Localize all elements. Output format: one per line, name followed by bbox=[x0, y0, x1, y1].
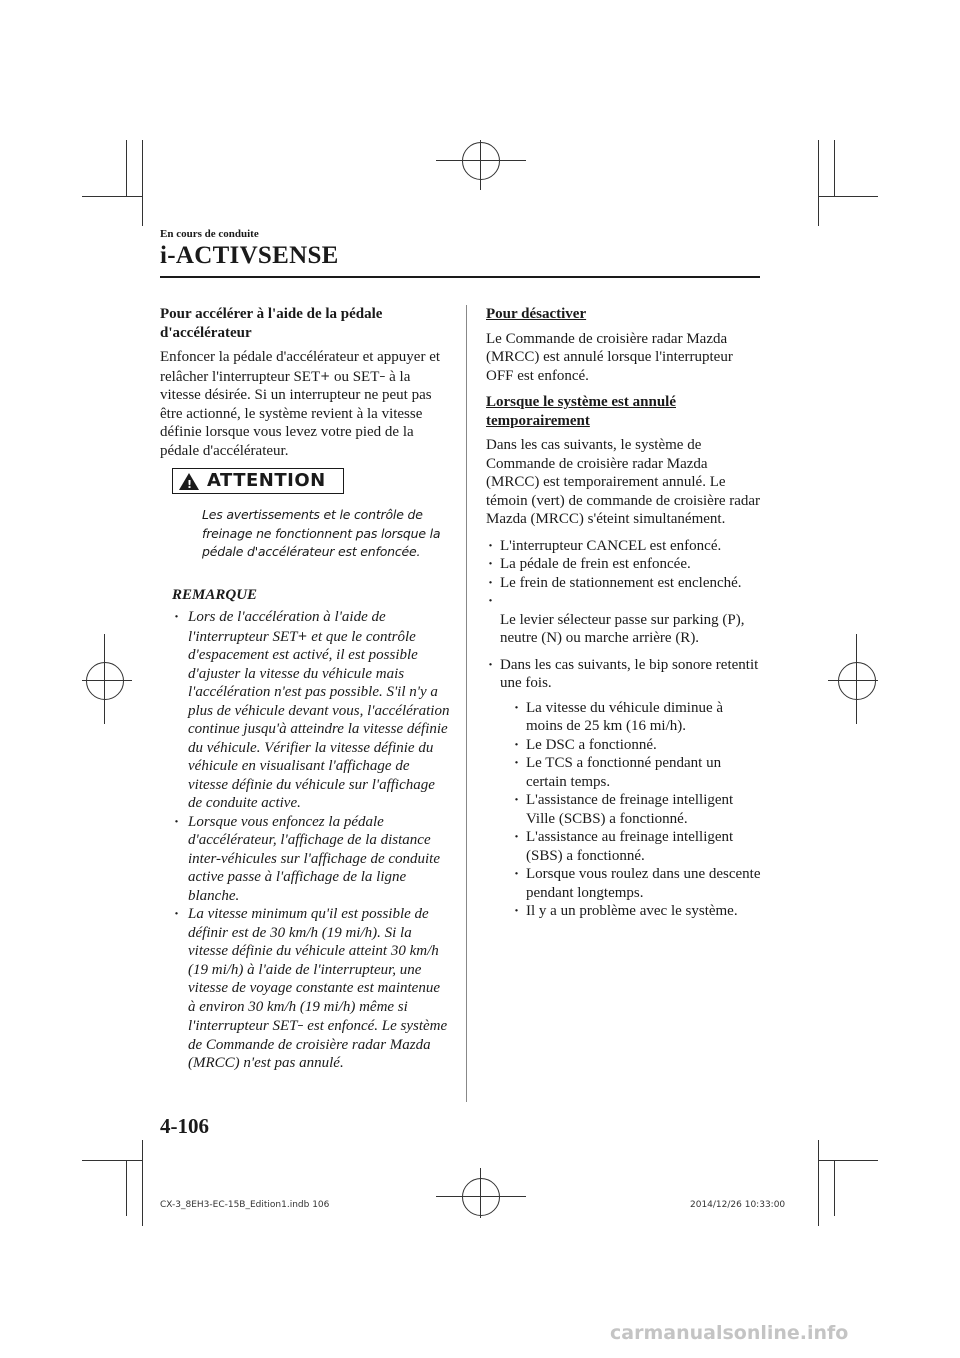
crop-mark bbox=[142, 1140, 143, 1226]
attention-label: ATTENTION bbox=[207, 469, 326, 491]
remarque-list bbox=[172, 608, 450, 1073]
set-minus-icon: – bbox=[379, 368, 386, 383]
beep-list bbox=[486, 656, 761, 921]
list-item bbox=[486, 592, 761, 611]
beep-intro: Dans les cas suivants, le bip sonore retentit une fois. bbox=[500, 656, 759, 691]
crop-mark bbox=[82, 1160, 142, 1161]
text-span: et que le contrôle d'espacement est activé, il est possible d'ajuster la vitesse du véhicule mais l'accélération n'est pas possible. S'il n'y a plus de véhicule devant vous, l'accélération continue jusqu'à atteindre la vitesse définie du véhicule. Vérifier la vitesse définie du véhicule en visualisant l'affichage de vitesse définie du véhicule sur l'affichage de conduite active. bbox=[188, 628, 450, 811]
page-number: 4-106 bbox=[160, 1114, 209, 1138]
text-span: est enfoncé. Le système de Commande de croisière radar Mazda (MRCC) n'est pas annulé. bbox=[188, 1018, 448, 1071]
list-item: · L'interrupteur CANCEL est enfoncé. bbox=[486, 537, 761, 556]
list-item: · Lorsque vous enfoncez la pédale d'accélérateur, l'affichage de la distance inter-véhicules sur l'affichage de conduite active passe à l'affichage de la ligne blanche. bbox=[172, 813, 450, 906]
list-item: · Le frein de stationnement est enclenché. bbox=[486, 574, 761, 593]
temporary-cancel-paragraph: Dans les cas suivants, le système de Commande de croisière radar Mazda (MRCC) est temporairement annulé. Le témoin (vert) de commande de croisière radar Mazda (MRCC) s'éteint simultanément. bbox=[486, 437, 761, 527]
watermark: carmanualsonline.info bbox=[610, 1322, 849, 1344]
list-item: · Le TCS a fonctionné pendant un certain temps. bbox=[512, 754, 761, 791]
attention-box bbox=[172, 468, 344, 494]
warning-triangle-icon: ! bbox=[179, 473, 199, 490]
text-span: Lors de l'accélération à l'aide de l'interrupteur SET bbox=[188, 609, 386, 645]
set-plus-icon: + bbox=[297, 628, 308, 643]
cancel-conditions-list bbox=[486, 537, 761, 611]
list-item: · La vitesse du véhicule diminue à moins de 25 km (16 mi/h). bbox=[512, 699, 761, 736]
list-item: · Il y a un problème avec le système. bbox=[512, 902, 761, 921]
text-span: Enfoncer la pédale d'accélérateur et appuyer et relâcher l'interrupteur SET bbox=[160, 349, 441, 385]
list-item bbox=[172, 905, 450, 1073]
list-item: · L'assistance de freinage intelligent Ville (SCBS) a fonctionné. bbox=[512, 791, 761, 828]
crop-mark bbox=[818, 196, 878, 197]
set-minus-icon: – bbox=[297, 1018, 304, 1032]
deactivate-paragraph: Le Commande de croisière radar Mazda (MRCC) est annulé lorsque l'interrupteur OFF est enfoncé. bbox=[486, 330, 733, 384]
timestamp: 2014/12/26 10:33:00 bbox=[690, 1200, 786, 1210]
list-item: · Le DSC a fonctionné. bbox=[512, 736, 761, 755]
deactivate-heading: Pour désactiver bbox=[486, 306, 587, 322]
remarque-heading: REMARQUE bbox=[172, 586, 258, 603]
accelerate-paragraph bbox=[160, 348, 450, 460]
list-item: · L'assistance au freinage intelligent (SBS) a fonctionné. bbox=[512, 828, 761, 865]
crop-mark bbox=[82, 196, 142, 197]
right-column bbox=[486, 305, 761, 921]
column-divider bbox=[466, 305, 467, 1102]
crop-mark bbox=[834, 140, 835, 196]
crop-mark bbox=[818, 140, 819, 226]
list-item: · La pédale de frein est enfoncée. bbox=[486, 555, 761, 574]
text-span: ou SET bbox=[330, 368, 380, 385]
section-label: En cours de conduite bbox=[160, 228, 259, 240]
list-item: · Lorsque vous roulez dans une descente pendant longtemps. bbox=[512, 865, 761, 902]
crop-mark bbox=[126, 1160, 127, 1216]
crop-mark bbox=[818, 1140, 819, 1226]
header-rule bbox=[160, 276, 760, 278]
text-span: La vitesse minimum qu'il est possible de définir est de 30 km/h (19 mi/h). Si la vitesse définie du véhicule atteint 30 km/h (19 mi/h) à l'aide de l'interrupteur, une vitesse de voyage constante est maintenue à environ 30 km/h (19 mi/h) même si l'interrupteur SET bbox=[188, 906, 440, 1034]
selector-lever-text: Le levier sélecteur passe sur parking (P), neutre (N) ou marche arrière (R). bbox=[500, 611, 745, 646]
set-plus-icon: + bbox=[320, 368, 331, 383]
list-item bbox=[486, 656, 761, 921]
text-span: à la vitesse désirée. Si un interrupteur ne peut pas être actionné, le système revient à la vitesse définie lorsque vous levez votre pied de la pédale d'accélérateur. bbox=[160, 368, 432, 459]
page-title: i-ACTIVSENSE bbox=[160, 242, 339, 269]
crop-mark bbox=[834, 1160, 835, 1216]
attention-text: Les avertissements et le contrôle de freinage ne fonctionnent pas lorsque la pédale d'accélérateur est enfoncée. bbox=[202, 507, 441, 559]
accelerate-heading: Pour accélérer à l'aide de la pédale d'accélérateur bbox=[160, 306, 383, 341]
temporary-cancel-heading: Lorsque le système est annulé temporairement bbox=[486, 394, 676, 429]
list-item bbox=[172, 608, 450, 813]
crop-mark bbox=[126, 140, 127, 196]
left-column bbox=[160, 305, 450, 1073]
crop-mark bbox=[142, 140, 143, 226]
file-info: CX-3_8EH3-EC-15B_Edition1.indb 106 bbox=[160, 1200, 330, 1210]
beep-conditions-list bbox=[512, 699, 761, 921]
crop-mark bbox=[818, 1160, 878, 1161]
